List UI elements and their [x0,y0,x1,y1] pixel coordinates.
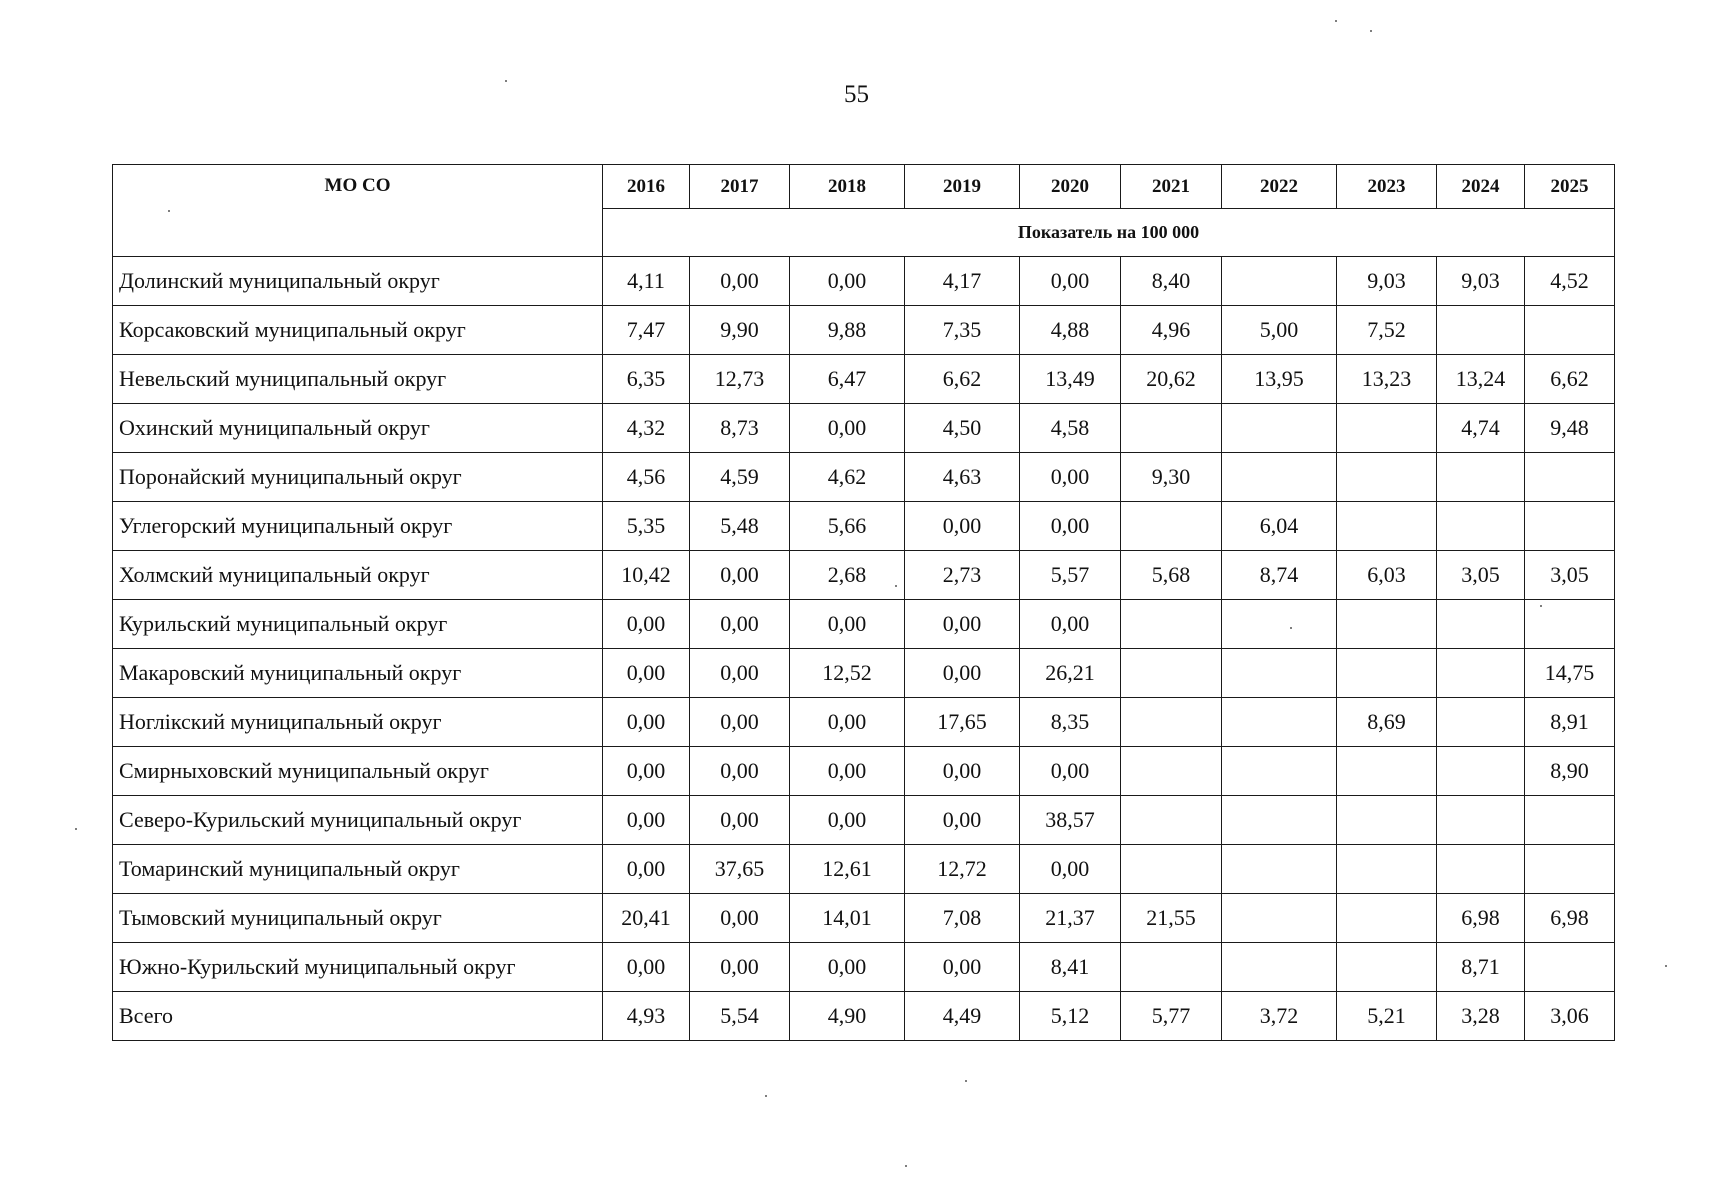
value-cell: 0,00 [603,649,690,698]
value-cell: 5,21 [1337,992,1437,1041]
value-cell: 7,08 [905,894,1020,943]
column-header-year: 2019 [905,165,1020,209]
table-row [113,845,1615,894]
value-cell: 6,04 [1222,502,1337,551]
table-row [113,747,1615,796]
value-cell: 5,54 [690,992,790,1041]
value-cell: 6,98 [1525,894,1615,943]
value-cell: 13,49 [1020,355,1121,404]
value-cell [1337,894,1437,943]
value-cell: 4,17 [905,257,1020,306]
value-cell: 0,00 [905,600,1020,649]
value-cell: 9,90 [690,306,790,355]
column-header-year: 2021 [1121,165,1222,209]
value-cell: 0,00 [790,943,905,992]
row-label: Смирныховский муниципальный округ [113,747,603,796]
value-cell: 2,68 [790,551,905,600]
table-row [113,600,1615,649]
value-cell [1437,698,1525,747]
scan-speck [168,210,170,212]
value-cell [1525,453,1615,502]
value-cell: 0,00 [1020,502,1121,551]
value-cell [1222,747,1337,796]
value-cell [1121,796,1222,845]
column-header-year: 2020 [1020,165,1121,209]
value-cell: 4,74 [1437,404,1525,453]
column-header-year: 2018 [790,165,905,209]
value-cell [1222,649,1337,698]
value-cell [1121,845,1222,894]
row-label: Томаринский муниципальный округ [113,845,603,894]
value-cell: 9,30 [1121,453,1222,502]
value-cell: 0,00 [603,600,690,649]
table-row [113,355,1615,404]
row-label: Долинский муниципальный округ [113,257,603,306]
value-cell [1525,796,1615,845]
value-cell: 8,35 [1020,698,1121,747]
value-cell: 37,65 [690,845,790,894]
table-row [113,943,1615,992]
value-cell: 0,00 [603,796,690,845]
column-header-year: 2023 [1337,165,1437,209]
value-cell: 0,00 [1020,845,1121,894]
value-cell: 0,00 [790,600,905,649]
page-number: 55 [844,81,869,108]
value-cell [1222,894,1337,943]
value-cell [1437,502,1525,551]
value-cell [1121,698,1222,747]
value-cell [1222,698,1337,747]
value-cell: 0,00 [1020,257,1121,306]
value-cell [1437,845,1525,894]
column-header-year: 2025 [1525,165,1615,209]
value-cell: 8,73 [690,404,790,453]
value-cell: 4,93 [603,992,690,1041]
table-row [113,551,1615,600]
row-label: Охинский муниципальный округ [113,404,603,453]
value-cell: 0,00 [905,747,1020,796]
table-body [113,257,1615,1041]
row-label: Тымовский муниципальный округ [113,894,603,943]
table-row [113,404,1615,453]
value-cell: 5,48 [690,502,790,551]
value-cell [1121,404,1222,453]
value-cell [1337,404,1437,453]
value-cell: 8,41 [1020,943,1121,992]
column-header-year: 2022 [1222,165,1337,209]
value-cell [1222,600,1337,649]
row-label: Корсаковский муниципальный округ [113,306,603,355]
value-cell: 0,00 [1020,747,1121,796]
value-cell: 6,98 [1437,894,1525,943]
subheader-indicator: Показатель на 100 000 [603,209,1615,257]
value-cell: 0,00 [905,943,1020,992]
scan-speck [895,585,897,587]
value-cell [1222,404,1337,453]
value-cell: 6,62 [1525,355,1615,404]
value-cell: 4,50 [905,404,1020,453]
value-cell: 9,03 [1337,257,1437,306]
value-cell: 5,57 [1020,551,1121,600]
value-cell: 5,77 [1121,992,1222,1041]
value-cell: 12,73 [690,355,790,404]
value-cell: 0,00 [790,257,905,306]
value-cell: 0,00 [790,796,905,845]
value-cell: 4,59 [690,453,790,502]
value-cell: 21,37 [1020,894,1121,943]
value-cell [1337,943,1437,992]
row-label: Южно-Курильский муниципальный округ [113,943,603,992]
value-cell: 0,00 [690,943,790,992]
value-cell: 8,71 [1437,943,1525,992]
value-cell: 17,65 [905,698,1020,747]
value-cell: 8,91 [1525,698,1615,747]
value-cell: 14,01 [790,894,905,943]
value-cell: 5,12 [1020,992,1121,1041]
value-cell: 4,96 [1121,306,1222,355]
table-row [113,649,1615,698]
value-cell [1337,502,1437,551]
value-cell: 4,90 [790,992,905,1041]
value-cell: 8,74 [1222,551,1337,600]
value-cell: 9,48 [1525,404,1615,453]
value-cell: 4,32 [603,404,690,453]
row-label: Всего [113,992,603,1041]
row-label: Курильский муниципальный округ [113,600,603,649]
value-cell: 8,40 [1121,257,1222,306]
value-cell: 5,35 [603,502,690,551]
header-row [113,165,1615,209]
column-header-name: МО СО [113,165,603,257]
value-cell: 38,57 [1020,796,1121,845]
column-header-year: 2024 [1437,165,1525,209]
scan-speck [75,828,77,830]
table-row [113,502,1615,551]
table-row [113,257,1615,306]
value-cell: 6,62 [905,355,1020,404]
value-cell [1337,600,1437,649]
value-cell [1437,306,1525,355]
value-cell [1337,796,1437,845]
table-row [113,698,1615,747]
value-cell: 4,49 [905,992,1020,1041]
value-cell: 3,28 [1437,992,1525,1041]
value-cell [1222,453,1337,502]
value-cell: 5,00 [1222,306,1337,355]
value-cell: 0,00 [790,698,905,747]
column-header-year: 2017 [690,165,790,209]
value-cell: 0,00 [905,796,1020,845]
scan-speck [905,1165,907,1167]
value-cell: 4,63 [905,453,1020,502]
value-cell [1121,502,1222,551]
table-row [113,992,1615,1041]
value-cell: 0,00 [690,796,790,845]
value-cell: 5,68 [1121,551,1222,600]
value-cell: 12,61 [790,845,905,894]
value-cell: 0,00 [1020,453,1121,502]
value-cell: 2,73 [905,551,1020,600]
value-cell: 0,00 [603,698,690,747]
value-cell: 10,42 [603,551,690,600]
scan-speck [505,80,507,82]
value-cell [1437,649,1525,698]
value-cell: 0,00 [790,404,905,453]
value-cell: 0,00 [603,943,690,992]
row-label: Холмский муниципальный округ [113,551,603,600]
table-row [113,306,1615,355]
value-cell [1437,453,1525,502]
value-cell: 4,62 [790,453,905,502]
value-cell [1337,453,1437,502]
data-table [112,164,1615,1041]
value-cell [1525,306,1615,355]
scan-speck [965,1080,967,1082]
value-cell [1222,796,1337,845]
value-cell: 14,75 [1525,649,1615,698]
value-cell: 0,00 [790,747,905,796]
value-cell: 9,88 [790,306,905,355]
value-cell [1337,747,1437,796]
scan-speck [1540,605,1542,607]
value-cell: 0,00 [690,257,790,306]
table-row [113,453,1615,502]
scan-speck [1370,30,1372,32]
value-cell: 0,00 [905,502,1020,551]
value-cell [1525,502,1615,551]
scan-speck [1665,965,1667,967]
value-cell: 0,00 [690,649,790,698]
value-cell [1525,600,1615,649]
value-cell: 26,21 [1020,649,1121,698]
value-cell: 20,62 [1121,355,1222,404]
column-header-year: 2016 [603,165,690,209]
table-row [113,894,1615,943]
row-label: Северо-Курильский муниципальный округ [113,796,603,845]
value-cell: 0,00 [690,600,790,649]
row-label: Ноглікский муниципальный округ [113,698,603,747]
value-cell: 4,56 [603,453,690,502]
table-row [113,796,1615,845]
value-cell: 9,03 [1437,257,1525,306]
scan-speck [1290,627,1292,629]
value-cell [1525,845,1615,894]
value-cell [1337,845,1437,894]
value-cell: 13,24 [1437,355,1525,404]
value-cell [1437,600,1525,649]
value-cell: 13,95 [1222,355,1337,404]
value-cell: 7,47 [603,306,690,355]
value-cell: 6,35 [603,355,690,404]
value-cell: 7,52 [1337,306,1437,355]
value-cell [1121,600,1222,649]
value-cell [1437,796,1525,845]
value-cell: 0,00 [690,894,790,943]
value-cell: 4,11 [603,257,690,306]
value-cell: 12,72 [905,845,1020,894]
row-label: Невельский муниципальный округ [113,355,603,404]
value-cell: 20,41 [603,894,690,943]
row-label: Макаровский муниципальный округ [113,649,603,698]
value-cell [1121,649,1222,698]
value-cell: 0,00 [603,747,690,796]
scan-speck [1335,20,1337,22]
value-cell [1222,845,1337,894]
value-cell: 3,05 [1437,551,1525,600]
value-cell: 5,66 [790,502,905,551]
value-cell: 0,00 [690,551,790,600]
value-cell: 3,05 [1525,551,1615,600]
value-cell: 0,00 [1020,600,1121,649]
row-label: Углегорский муниципальный округ [113,502,603,551]
value-cell [1121,943,1222,992]
value-cell [1337,649,1437,698]
scan-speck [765,1095,767,1097]
value-cell: 7,35 [905,306,1020,355]
value-cell: 4,52 [1525,257,1615,306]
value-cell: 13,23 [1337,355,1437,404]
value-cell: 6,47 [790,355,905,404]
value-cell: 3,72 [1222,992,1337,1041]
value-cell: 8,69 [1337,698,1437,747]
value-cell [1121,747,1222,796]
value-cell [1222,943,1337,992]
value-cell: 8,90 [1525,747,1615,796]
value-cell: 0,00 [690,747,790,796]
value-cell: 4,88 [1020,306,1121,355]
value-cell: 0,00 [603,845,690,894]
value-cell: 21,55 [1121,894,1222,943]
value-cell: 6,03 [1337,551,1437,600]
value-cell [1437,747,1525,796]
value-cell: 3,06 [1525,992,1615,1041]
value-cell [1222,257,1337,306]
value-cell: 0,00 [690,698,790,747]
row-label: Поронайский муниципальный округ [113,453,603,502]
value-cell [1525,943,1615,992]
value-cell: 0,00 [905,649,1020,698]
value-cell: 4,58 [1020,404,1121,453]
value-cell: 12,52 [790,649,905,698]
